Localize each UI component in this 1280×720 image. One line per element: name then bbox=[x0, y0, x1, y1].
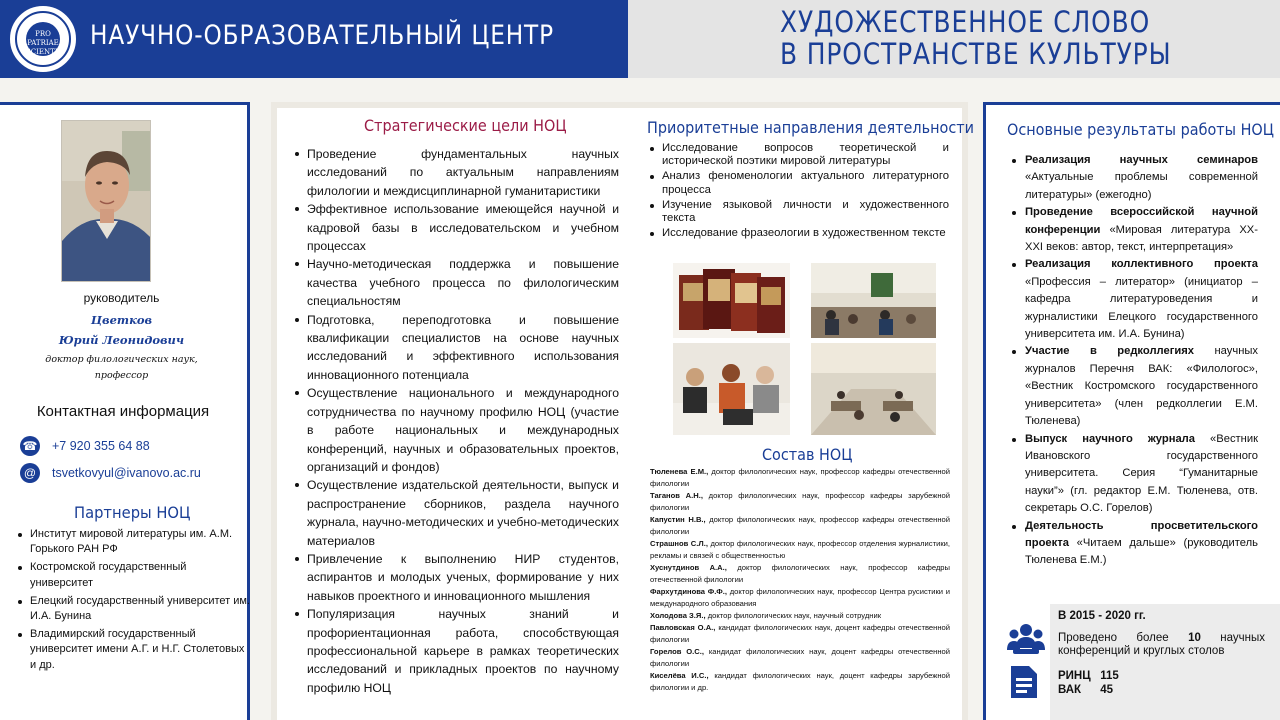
result-item bbox=[1008, 343, 1258, 430]
result-item-text: «Актуальные проблемы современной литературы» (ежегодно) bbox=[1025, 171, 1258, 201]
staff-member-name: Тюленева Е.М., bbox=[650, 467, 709, 476]
directions-heading: Приоритетные направления деятельности bbox=[647, 118, 974, 137]
partner-item: Владимирский государственный университет имени А.Г. и Н.Г. Столетовых и др. bbox=[16, 627, 250, 673]
direction-item: Исследование вопросов теоретической и исторической поэтики мировой литературы bbox=[648, 142, 949, 168]
staff-member-name: Таганов А.Н., bbox=[650, 491, 703, 500]
stats-period: В 2015 - 2020 гг. bbox=[1058, 610, 1146, 622]
staff-member bbox=[650, 586, 950, 610]
result-item-text: «Мировая литература XX-XXI веков: автор, текст, интерпретация» bbox=[1025, 223, 1258, 254]
staff-member bbox=[650, 622, 950, 646]
stats-conf-pre: Проведено более bbox=[1058, 632, 1189, 644]
director-degree: доктор филологических наук, bbox=[45, 354, 198, 365]
result-item-lead: Реализация коллективного проекта bbox=[1025, 258, 1258, 271]
result-item-lead: Участие в редколлегиях bbox=[1025, 345, 1195, 358]
stats-conf-count: 10 bbox=[1188, 632, 1201, 644]
staff-member-desc: доктор филологических наук, профессор кафедры зарубежной филологии bbox=[650, 491, 951, 512]
partners-heading: Партнеры НОЦ bbox=[74, 503, 191, 522]
staff-member bbox=[650, 562, 950, 586]
stats-conf-post: научных конференций и круглых столов bbox=[1058, 632, 1266, 657]
email-icon: @ bbox=[20, 463, 40, 483]
phone-number[interactable]: +7 920 355 64 88 bbox=[52, 439, 150, 453]
staff-member bbox=[650, 646, 950, 670]
staff-member-desc: кандидат филологических наук, доцент кафедры отечественной филологии bbox=[650, 623, 950, 644]
people-icon bbox=[1007, 622, 1045, 656]
goal-item: Осуществление национального и международного сотрудничества по научному профилю НОЦ (участие в работе национальных и международных конференций, научных и образовательных проектов, организаций и фондов) bbox=[293, 384, 619, 476]
result-item bbox=[1008, 518, 1258, 570]
books-photo bbox=[673, 263, 790, 338]
result-item-text: «Читаем дальше» (руководитель Тюленева Е.М.) bbox=[1025, 536, 1258, 567]
director-photo bbox=[61, 120, 151, 282]
staff-member bbox=[650, 514, 950, 538]
staff-member-desc: доктор филологических наук, профессор кафедры отечественной филологии bbox=[650, 467, 950, 488]
staff-heading: Состав НОЦ bbox=[762, 445, 853, 464]
staff-member-desc: доктор филологических наук, профессор Центра русистики и международного образования bbox=[650, 587, 950, 608]
directions-list bbox=[648, 142, 949, 242]
vak-label: ВАК bbox=[1058, 684, 1082, 696]
staff-member bbox=[650, 610, 950, 622]
staff-member-desc: доктор филологических наук, профессор кафедры отечественной филологии bbox=[650, 515, 950, 536]
goal-item: Проведение фундаментальных научных исследований по актуальным направлениям филологии и междисциплинарной гуманитаристики bbox=[293, 145, 619, 200]
staff-member bbox=[650, 490, 950, 514]
goal-item: Научно-методическая поддержка и повышение качества учебного процесса по филологическим специальностям bbox=[293, 255, 619, 310]
staff-member-name: Хуснутдинов А.А., bbox=[650, 563, 727, 572]
partners-list bbox=[16, 527, 250, 676]
partner-item: Костромской государственный университет bbox=[16, 560, 250, 590]
staff-member-desc: кандидат филологических наук, доцент кафедры зарубежной филологии и др. bbox=[650, 671, 950, 692]
result-item-text: «Профессия – литератор» (инициатор – кафедра литературоведения и журналистики Елецкого государственного университета им. И.А. Бунина) bbox=[1025, 275, 1258, 341]
direction-item: Анализ феноменологии актуального литературного процесса bbox=[648, 170, 949, 196]
email-address[interactable]: tsvetkovyul@ivanovo.ac.ru bbox=[52, 466, 201, 480]
direction-item: Изучение языковой личности и художественного текста bbox=[648, 199, 949, 225]
staff-member bbox=[650, 670, 950, 694]
direction-item: Исследование фразеологии в художественном тексте bbox=[648, 227, 949, 240]
email-row bbox=[20, 463, 201, 483]
staff-member-desc: кандидат филологических наук, доцент кафедры отечественной филологии bbox=[650, 647, 950, 668]
result-item-lead: Деятельность просветительского проекта bbox=[1025, 519, 1258, 549]
staff-member-name: Горелов О.С., bbox=[650, 647, 704, 656]
vak-row bbox=[1058, 684, 1113, 696]
results-list bbox=[1008, 152, 1258, 570]
result-item bbox=[1008, 256, 1258, 343]
stats-conferences bbox=[1058, 632, 1265, 658]
partner-item: Институт мировой литературы им. А.М. Горького РАН РФ bbox=[16, 527, 250, 557]
director-title: профессор bbox=[94, 370, 149, 381]
goals-heading: Стратегические цели НОЦ bbox=[364, 116, 567, 135]
lecture-hall-photo bbox=[811, 263, 936, 338]
staff-member-name: Капустин Н.В., bbox=[650, 515, 706, 524]
staff-member-name: Киселёва И.С., bbox=[650, 671, 709, 680]
phone-icon: ☎ bbox=[20, 436, 40, 456]
rinc-row bbox=[1058, 670, 1119, 682]
vak-value: 45 bbox=[1100, 684, 1114, 696]
logo-motto: PRO PATRIAE SCIENTIA bbox=[26, 22, 60, 56]
director-given-name: Юрий Леонидович bbox=[58, 333, 185, 347]
goal-item: Эффективное использование имеющейся научной и кадровой базы в исследовательском и учебном процессах bbox=[293, 200, 619, 255]
staff-member-name: Страшнов С.Л., bbox=[650, 539, 708, 548]
goal-item: Осуществление издательской деятельности, выпуск и распространение сборников, раздела научного журнала, научно-методических и учебно-методических материалов bbox=[293, 476, 619, 550]
project-title-line-1: ХУДОЖЕСТВЕННОЕ СЛОВО bbox=[780, 5, 1151, 39]
result-item-text: «Вестник Ивановского государственного университета. Серия “Гуманитарные науки”» (гл. редактор Е.М. Тюленева, отв. секретарь О.С. Горелов) bbox=[1025, 432, 1258, 515]
staff-member-name: Холодова З.Я., bbox=[650, 611, 706, 620]
contacts-heading: Контактная информация bbox=[36, 403, 210, 420]
header-left-band bbox=[0, 0, 628, 78]
director-role: руководитель bbox=[83, 291, 160, 305]
document-icon bbox=[1009, 664, 1041, 700]
goal-item: Подготовка, переподготовка и повышение квалификации специалистов на основе научных исследований и эффективного использования инновационного потенциала bbox=[293, 311, 619, 385]
result-item bbox=[1008, 204, 1258, 256]
result-item-text: научных журналов Перечня ВАК: «Филологос», «Вестник Костромского государственного университета» (член редколлегии Е.М. Тюленева) bbox=[1025, 345, 1259, 428]
seminar-photo bbox=[673, 343, 790, 435]
project-title bbox=[780, 6, 1171, 70]
goal-item: Популяризация научных знаний и профориентационная работа, способствующая профессиональной карьере в рамках теоретических исследований и прикладных проектов по научному профилю НОЦ bbox=[293, 605, 619, 697]
staff-member-name: Павловская О.А., bbox=[650, 623, 716, 632]
phone-row bbox=[20, 436, 150, 456]
project-title-line-2: В ПРОСТРАНСТВЕ КУЛЬТУРЫ bbox=[780, 37, 1172, 71]
staff-member-desc: доктор филологических наук, профессор отделения журналистики, рекламы и связей с общественностью bbox=[650, 539, 950, 560]
classroom-photo bbox=[811, 343, 936, 435]
center-title: НАУЧНО-ОБРАЗОВАТЕЛЬНЫЙ ЦЕНТР bbox=[90, 20, 554, 51]
rinc-label: РИНЦ bbox=[1058, 670, 1091, 682]
staff-list bbox=[650, 466, 950, 694]
rinc-value: 115 bbox=[1100, 670, 1119, 682]
result-item-lead: Реализация научных семинаров bbox=[1025, 154, 1258, 166]
partner-item: Елецкий государственный университет им. И.А. Бунина bbox=[16, 594, 250, 624]
results-heading: Основные результаты работы НОЦ bbox=[1007, 120, 1274, 139]
director-surname: Цветков bbox=[90, 313, 153, 327]
result-item-lead: Выпуск научного журнала bbox=[1025, 432, 1196, 445]
staff-member-desc: доктор филологических наук, профессор кафедры отечественной филологии bbox=[650, 563, 950, 584]
result-item bbox=[1008, 152, 1258, 204]
staff-member bbox=[650, 538, 950, 562]
staff-member bbox=[650, 466, 950, 490]
staff-member-name: Фархутдинова Ф.Ф., bbox=[650, 587, 728, 596]
goal-item: Привлечение к выполнению НИР студентов, аспирантов и молодых ученых, формирование у них навыков проектного и инновационного мышления bbox=[293, 550, 619, 605]
result-item-lead: Проведение всероссийской научной конференции bbox=[1025, 206, 1258, 236]
university-logo bbox=[10, 6, 76, 72]
goals-list bbox=[293, 145, 619, 697]
result-item bbox=[1008, 431, 1258, 518]
staff-member-desc: доктор филологических наук, научный сотрудник bbox=[705, 611, 882, 620]
